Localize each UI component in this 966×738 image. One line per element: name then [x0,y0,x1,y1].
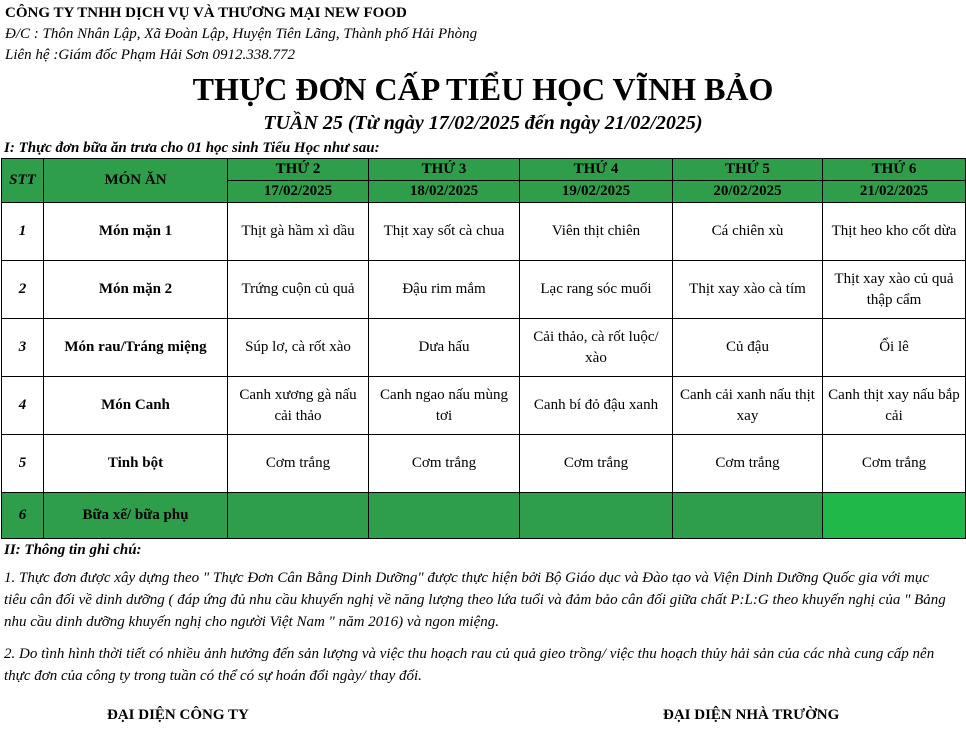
day-header: THỨ 3 [369,159,520,181]
menu-cell: Cơm trắng [369,435,520,493]
date-header: 20/02/2025 [673,181,823,203]
day-header: THỨ 2 [228,159,369,181]
menu-cell: Canh bí đỏ đậu xanh [520,377,673,435]
menu-cell: Cơm trắng [673,435,823,493]
company-contact: Liên hệ :Giám đốc Phạm Hải Sơn 0912.338.772 [5,47,296,63]
row-number: 4 [2,377,44,435]
table-row [2,319,966,377]
menu-cell: Cơm trắng [823,435,966,493]
menu-cell: Thịt xay sốt cà chua [369,203,520,261]
menu-cell [369,493,520,539]
menu-cell: Viên thịt chiên [520,203,673,261]
row-number: 5 [2,435,44,493]
table-header-row [2,159,966,181]
menu-table [1,158,966,539]
row-number: 2 [2,261,44,319]
dish-label: Tinh bột [44,435,228,493]
dish-label: Món Canh [44,377,228,435]
menu-cell: Canh thịt xay nấu bắp cải [823,377,966,435]
day-header: THỨ 6 [823,159,966,181]
page-title: THỰC ĐƠN CẤP TIỂU HỌC VĨNH BẢO [192,71,774,107]
menu-cell: Cải thảo, cà rốt luộc/ xào [520,319,673,377]
stt-header: STT [2,159,44,203]
dish-label: Món mặn 1 [44,203,228,261]
date-header: 17/02/2025 [228,181,369,203]
table-row [2,377,966,435]
menu-cell [823,493,966,539]
menu-cell: Lạc rang sóc muối [520,261,673,319]
menu-cell: Trứng cuộn củ quả [228,261,369,319]
note-paragraph: 2. Do tình hình thời tiết có nhiều ảnh hưởng đến sản lượng và việc thu hoạch rau củ quả gieo trồng/ việc thu hoạch thủy hải sản của các nhà cung cấp nên thực đơn của công ty trong tuần có thể có sự hoán đổi ngày/ thay đổi. [4,646,935,684]
table-row [2,261,966,319]
menu-cell: Thịt heo kho cốt dừa [823,203,966,261]
menu-cell: Đậu rim mắm [369,261,520,319]
menu-cell: Cá chiên xù [673,203,823,261]
company-address: Đ/C : Thôn Nhân Lập, Xã Đoàn Lập, Huyện Tiên Lãng, Thành phố Hải Phòng [5,26,478,42]
section-heading-menu: I: Thực đơn bữa ăn trưa cho 01 học sinh Tiểu Học như sau: [4,140,380,156]
menu-cell: Cơm trắng [228,435,369,493]
signature-school: ĐẠI DIỆN NHÀ TRƯỜNG [663,707,840,723]
menu-cell: Ổi lê [823,319,966,377]
row-number: 1 [2,203,44,261]
menu-cell: Thịt gà hầm xì dầu [228,203,369,261]
table-row-snack [2,493,966,539]
dish-label: Món rau/Tráng miệng [44,319,228,377]
signature-company: ĐẠI DIỆN CÔNG TY [107,707,249,723]
menu-cell: Canh ngao nấu mùng tơi [369,377,520,435]
section-heading-notes: II: Thông tin ghi chú: [4,542,142,558]
menu-cell [673,493,823,539]
menu-cell: Súp lơ, cà rốt xào [228,319,369,377]
menu-cell: Canh xương gà nấu cải thảo [228,377,369,435]
table-row [2,435,966,493]
menu-cell: Cơm trắng [520,435,673,493]
dish-label: Món mặn 2 [44,261,228,319]
menu-cell: Dưa hấu [369,319,520,377]
dish-label: Bữa xế/ bữa phụ [44,493,228,539]
page-subtitle: TUẦN 25 (Từ ngày 17/02/2025 đến ngày 21/02/2025) [263,112,703,134]
dish-header: MÓN ĂN [44,159,228,203]
menu-cell: Củ đậu [673,319,823,377]
table-row [2,203,966,261]
menu-cell: Canh cải xanh nấu thịt xay [673,377,823,435]
menu-cell [228,493,369,539]
menu-cell [520,493,673,539]
day-header: THỨ 4 [520,159,673,181]
menu-cell: Thịt xay xào củ quả thập cẩm [823,261,966,319]
day-header: THỨ 5 [673,159,823,181]
menu-cell: Thịt xay xào cà tím [673,261,823,319]
date-header: 18/02/2025 [369,181,520,203]
date-header: 21/02/2025 [823,181,966,203]
company-name: CÔNG TY TNHH DỊCH VỤ VÀ THƯƠNG MẠI NEW FOOD [5,5,407,21]
row-number: 3 [2,319,44,377]
date-header: 19/02/2025 [520,181,673,203]
note-paragraph: 1. Thực đơn được xây dựng theo " Thực Đơn Cân Bằng Dinh Dưỡng" được thực hiện bởi Bộ Giáo dục và Đào tạo và Viện Dinh Dưỡng Quốc gia với mục tiêu cân đối về dinh dưỡng ( đáp ứng đủ nhu cầu khuyến nghị về năng lượng theo lứa tuổi và đảm bảo cân đối giữa chất P:L:G theo khuyến nghị của " Bảng nhu cầu dinh dưỡng khuyến nghị cho người Việt Nam " năm 2016) và ngon miệng. [4,570,946,630]
row-number: 6 [2,493,44,539]
